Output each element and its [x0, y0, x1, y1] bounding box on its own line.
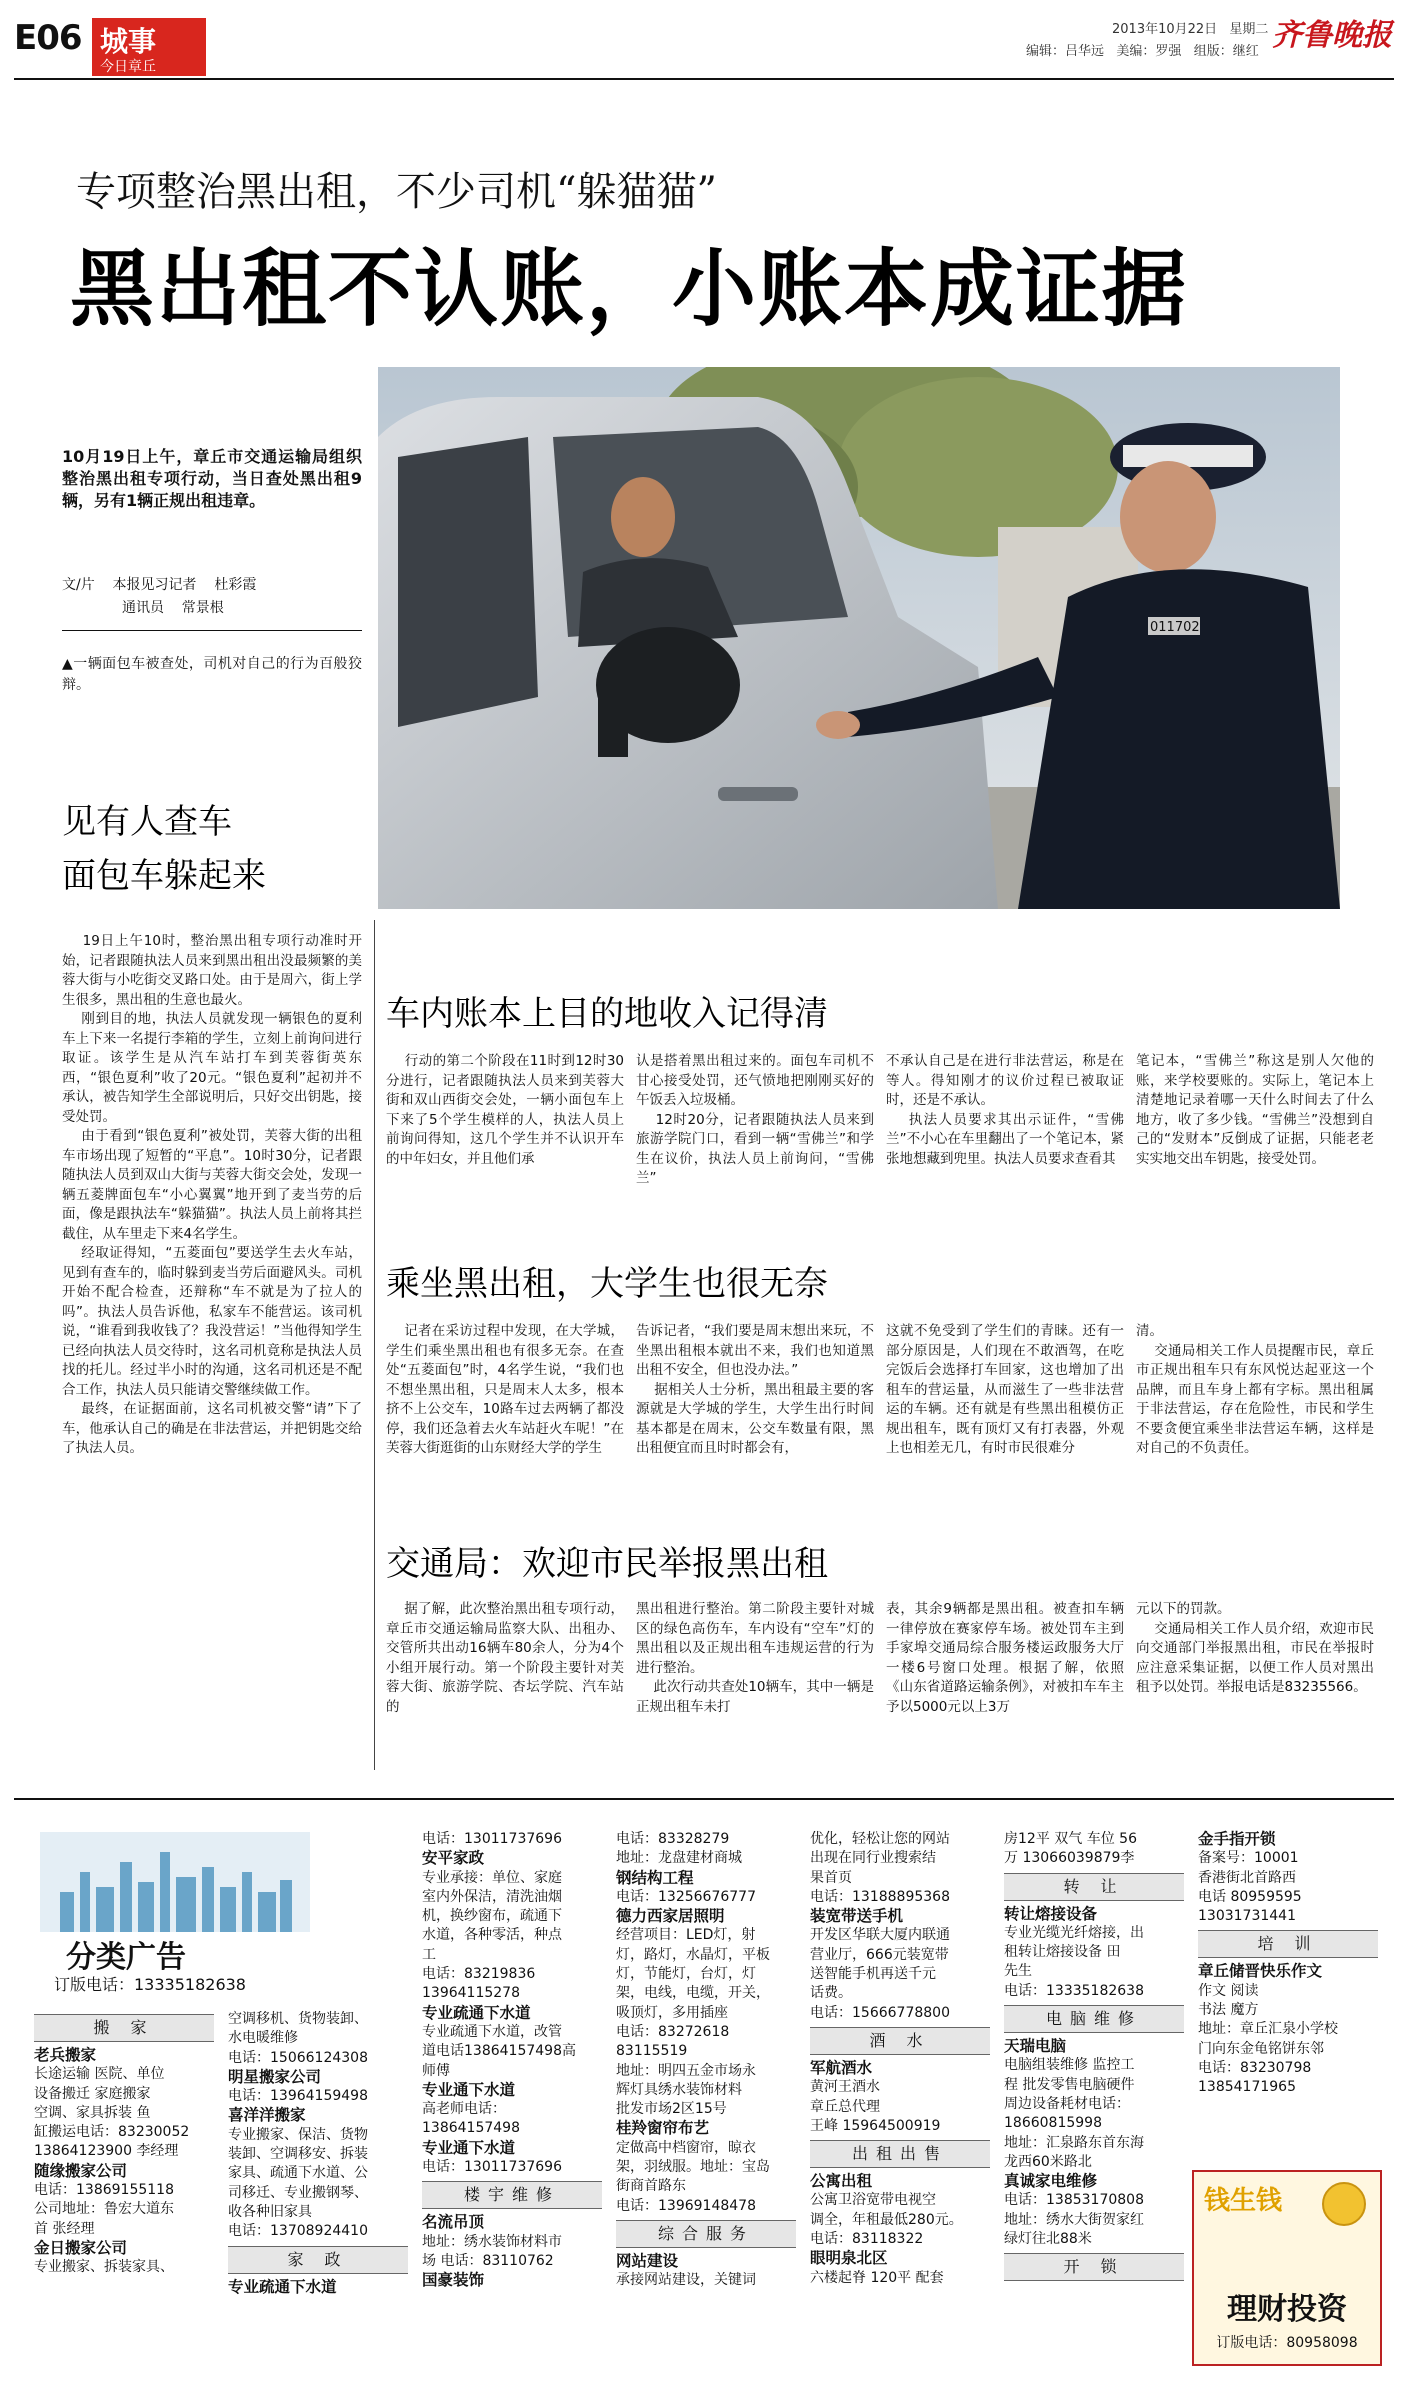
photo-caption: ▲一辆面包车被查处，司机对自己的行为百般狡辩。 [62, 656, 362, 693]
ad-title: 公寓出租 [810, 2172, 873, 2191]
ad-line: 83115519 [616, 2043, 688, 2060]
section2-col4: 清。 交通局相关工作人员提醒市民，章丘市正规出租车只有东风悦达起亚这一个品牌，而且车身上都有字标。黑出租属于非法营运，存在危险性，市民和学生不要贪便宜乘坐非法营运车辆，这样是对自己的不负责任。 [1136, 1323, 1374, 1456]
ad-category-header: 酒 水 [810, 2027, 990, 2055]
ad-title: 桂羚窗帘布艺 [616, 2119, 710, 2138]
section3-title: 交通局：欢迎市民举报黑出租 [386, 1544, 828, 1584]
ad-line: 电话：83118322 [810, 2231, 924, 2248]
sidebar-title-line2: 面包车躲起来 [62, 856, 266, 896]
ad-line: 司移迁、专业搬钢琴、 [228, 2184, 368, 2201]
ad-line: 长途运输 医院、单位 [34, 2066, 165, 2083]
ad-line: 缸搬运电话：83230052 [34, 2124, 190, 2141]
ad-line: 电话：13964159498 [228, 2088, 368, 2105]
ad-line: 作文 阅读 [1198, 1982, 1259, 1999]
ad-line: 电话：13335182638 [1004, 1982, 1144, 1999]
ad-category-header: 出租出售 [810, 2140, 990, 2168]
ad-line: 章丘总代理 [810, 2098, 880, 2115]
ad-title: 专业疏通下水道 [422, 2003, 531, 2022]
ad-title: 装宽带送手机 [810, 1907, 904, 1926]
ad-line: 电话：13011737696 [422, 1831, 562, 1847]
date-text: 2013年10月22日 [1112, 22, 1218, 37]
ad-title: 章丘储晋快乐作文 [1198, 1962, 1323, 1981]
ad-line: 13864157498 [422, 2120, 520, 2137]
ad-line: 专业搬家、保洁、货物 [228, 2126, 368, 2143]
ad-line: 门向东金龟铭饼东邻 [1198, 2040, 1324, 2057]
ad-line: 地址：章丘汇泉小学校 [1198, 2021, 1338, 2038]
news-photo [378, 367, 1340, 909]
ad-line: 电话：83272618 [616, 2023, 730, 2040]
ad-line: 调全，年租最低280元。 [810, 2211, 963, 2228]
section1-title: 车内账本上目的地收入记得清 [386, 994, 828, 1034]
ad-line: 万 13066039879李 [1004, 1850, 1135, 1867]
ad-line: 18660815998 [1004, 2115, 1102, 2132]
ad-line: 水道，各种零活，种点 [422, 1927, 562, 1944]
masthead-logo: 齐鲁晚报 [1272, 18, 1392, 53]
ad-line: 架，羽绒服。地址：宝岛 [616, 2159, 770, 2176]
ad-line: 空调、家具拆装 鱼 [34, 2104, 151, 2121]
ad-title: 国豪装饰 [422, 2271, 485, 2290]
classified-logo [40, 1832, 310, 1992]
ad-line: 水电暖维修 [228, 2030, 298, 2047]
ad-line: 优化，轻松让您的网站 [810, 1831, 950, 1847]
byline-rule [62, 630, 362, 631]
ad-line: 电话：13256676777 [616, 1888, 756, 1905]
sidebar-divider [374, 920, 375, 1770]
section3-body [386, 1600, 1386, 1775]
ad-title: 天瑞电脑 [1004, 2037, 1067, 2056]
ad-title: 专业疏通下水道 [228, 2277, 337, 2296]
ad-line: 电话：13869155118 [34, 2182, 174, 2199]
section-name: 城事 [100, 25, 157, 58]
ad-line: 出现在同行业搜索结 [810, 1850, 936, 1867]
ad-line: 地址：龙盘建材商城 [616, 1850, 742, 1867]
weekday-text: 星期二 [1229, 22, 1269, 37]
ad-column-1 [34, 2010, 214, 2365]
ad-title: 专业通下水道 [422, 2080, 516, 2099]
ad-line: 话费。 [810, 1985, 852, 2002]
ad-line: 公司地址：鲁宏大道东 [34, 2201, 174, 2218]
ad-column-6 [1004, 1830, 1184, 2365]
sidebar-title-line1: 见有人查车 [62, 802, 232, 842]
ad-line: 13864123900 李经理 [34, 2143, 179, 2160]
ad-line: 专业承接：单位、家庭 [422, 1869, 562, 1886]
ad-line: 装卸、空调移安、拆装 [228, 2146, 368, 2163]
byline-correspondent: 通讯员 常景根 [122, 600, 224, 616]
ad-line: 地址：汇泉路东首东海 [1004, 2134, 1144, 2151]
subsection-name: 今日章丘 [100, 59, 156, 75]
ad-title: 明星搬家公司 [228, 2067, 322, 2086]
ad-line: 机，换纱窗布，疏通下 [422, 1908, 562, 1925]
section3-col2: 黑出租进行整治。第二阶段主要针对城区的绿色高伤车，车内设有“空车”灯的黑出租以及正规出租车违规运营的行为进行整治。 此次行动共查处10辆车，其中一辆是正规出租车未打 [636, 1601, 874, 1715]
ad-line: 家具、疏通下水道、公 [228, 2165, 368, 2182]
ad-line: 13964115278 [422, 1985, 520, 2002]
section2-title: 乘坐黑出租，大学生也很无奈 [386, 1264, 828, 1304]
ad-line: 定做高中档窗帘，晾衣 [616, 2139, 756, 2156]
section1-col1: 行动的第二个阶段在11时到12时30分进行，记者跟随执法人员来到芙蓉大街和双山西街交会处，一辆小面包车上下来了5个学生模样的人，执法人员上前询问得知，这几个学生并不认识开车的中年妇女，并且他们承 [386, 1053, 624, 1167]
ad-line: 电话：13853170808 [1004, 2192, 1144, 2209]
finance-title: 理财投资 [1227, 2292, 1347, 2327]
finance-ad [1192, 2170, 1382, 2366]
ad-title: 真诚家电维修 [1004, 2172, 1098, 2191]
ad-category-header: 家 政 [228, 2246, 408, 2274]
ad-title: 金手指开锁 [1198, 1830, 1276, 1848]
ad-line: 专业疏通下水道，改管 [422, 2023, 562, 2040]
section2-col1: 记者在采访过程中发现，在大学城，学生们乘坐黑出租也有很多无奈。在查处“五菱面包”时，4名学生说，“我们也不想坐黑出租，只是周末人太多，根本挤不上公交车，10路车过去两辆了都没停，我们还急着去火车站赶火车呢！”在芙蓉大街逛街的山东财经大学的学生 [386, 1323, 624, 1456]
ad-line: 13854171965 [1198, 2079, 1296, 2096]
ad-title: 专业通下水道 [422, 2138, 516, 2157]
ad-line: 辉灯具绣水装饰材料 [616, 2081, 742, 2098]
headline-kicker: 专项整治黑出租，不少司机“躲猫猫” [76, 169, 717, 215]
ad-line: 电话：15066124308 [228, 2049, 368, 2066]
ad-title: 网站建设 [616, 2251, 679, 2270]
header-rule [14, 78, 1394, 80]
section2-col3: 这就不免受到了学生们的青睐。还有一部分原因是，人们现在不敢酒驾，在吃完饭后会选择打车回家，这也增加了出租车的营运量，从而滋生了一些非法营运的车辆。还有就是有些黑出租模仿正规出租车，既有顶灯又有打表器，外观上也相差无几，有时市民很难分 [886, 1323, 1124, 1456]
ad-category-header: 楼宇维修 [422, 2181, 602, 2209]
classified-title: 分类广告 [66, 1940, 186, 1975]
ad-title: 老兵搬家 [34, 2046, 97, 2064]
ad-title: 军航酒水 [810, 2058, 873, 2077]
ad-title: 随缘搬家公司 [34, 2161, 128, 2180]
ad-line: 首 张经理 [34, 2220, 95, 2237]
ad-line: 备案号：10001 [1198, 1850, 1299, 1867]
ad-title: 名流吊顶 [422, 2213, 485, 2232]
ad-column-2 [228, 2010, 408, 2365]
ad-category-header: 综合服务 [616, 2220, 796, 2248]
ad-title: 转让熔接设备 [1004, 1904, 1098, 1923]
ad-category-header: 培 训 [1198, 1930, 1378, 1958]
ad-line: 电话：13011737696 [422, 2159, 562, 2176]
ad-line: 架，电线，电缆，开关， [616, 1985, 770, 2002]
lead-paragraph: 10月19日上午，章丘市交通运输局组织整治黑出租专项行动，当日查处黑出租9辆，另有1辆正规出租违章。 [62, 447, 362, 510]
ad-category-header: 搬 家 [34, 2014, 214, 2042]
money-badge: 钱生钱 [1204, 2186, 1283, 2216]
ad-line: 电话：13708924410 [228, 2223, 368, 2240]
ad-line: 周边设备耗材电话： [1004, 2095, 1130, 2112]
ad-line: 电话：13188895368 [810, 1888, 950, 1905]
ad-line: 电话：15666778800 [810, 2004, 950, 2021]
ad-line: 收各种旧家具 [228, 2203, 312, 2220]
section-tag [92, 18, 206, 76]
ad-line: 灯，路灯，水晶灯，平板 [616, 1946, 770, 1963]
ad-line: 电话：83219836 [422, 1966, 536, 1983]
ad-line: 电脑组装维修 监控工 [1004, 2057, 1135, 2074]
ad-line: 场 电话：83110762 [422, 2252, 554, 2269]
issue-date [1112, 18, 1268, 37]
badge-number: 011702 [1150, 620, 1200, 635]
ad-line: 专业搬家、拆装家具、 [34, 2259, 174, 2276]
section1-col3: 不承认自己是在进行非法营运，称是在等人。得知刚才的议价过程已被取证时，还是不承认。 执法人员要求其出示证件，“雪佛兰”不小心在车里翻出了一个笔记本，紧张地想藏到兜里。执法人员要求查看其 [886, 1053, 1124, 1167]
section1-col4: 笔记本，“雪佛兰”称这是别人欠他的账，来学校要账的。实际上，笔记本上清楚地记录着哪一天什么时间去了什么地方，收了多少钱。“雪佛兰”没想到自己的“发财本”反倒成了证据，只能老老实实地交出车钥匙，接受处罚。 [1136, 1053, 1374, 1167]
ad-title: 喜洋洋搬家 [228, 2106, 306, 2125]
ad-line: 果首页 [810, 1869, 852, 1886]
ad-title: 安平家政 [422, 1849, 485, 1868]
ad-category-header: 转 让 [1004, 1873, 1184, 1901]
ad-title: 金日搬家公司 [34, 2238, 128, 2257]
ad-line: 高老师电话： [422, 2101, 506, 2118]
ad-line: 室内外保洁，清洗油烟 [422, 1888, 562, 1905]
photo-illustration [378, 367, 1340, 909]
ad-title: 眼明泉北区 [810, 2249, 888, 2268]
finance-phone: 订版电话：80958098 [1216, 2335, 1358, 2351]
ad-line: 设备搬迁 家庭搬家 [34, 2085, 151, 2102]
coin-icon [1322, 2182, 1366, 2226]
city-skyline-icon [40, 1832, 310, 1932]
ad-title: 德力西家居照明 [616, 1907, 725, 1926]
ad-title: 钢结构工程 [616, 1868, 694, 1887]
section1-body [386, 1052, 1386, 1242]
ad-category-header: 电脑维修 [1004, 2005, 1184, 2033]
ad-line: 经营项目：LED灯，射 [616, 1927, 756, 1944]
ad-column-7 [1198, 1830, 1378, 2150]
ad-column-4 [616, 1830, 796, 2365]
ad-line: 街商首路东 [616, 2178, 686, 2195]
section1-col2: 认是搭着黑出租过来的。面包车司机不甘心接受处罚，还气愤地把刚刚买好的午饭丢入垃圾桶。 12时20分，记者跟随执法人员来到旅游学院门口，看到一辆“雪佛兰”和学生在议价，执法人员上前询问，“雪佛兰” [636, 1053, 874, 1186]
ad-line: 道电话13864157498高 [422, 2043, 576, 2060]
ad-line: 批发市场2区15号 [616, 2101, 727, 2118]
ad-line: 空调移机、货物装卸、 [228, 2011, 368, 2027]
ad-line: 地址：绣水装饰材料市 [422, 2233, 562, 2250]
ad-line: 王峰 15964500919 [810, 2117, 941, 2134]
ad-line: 公寓卫浴宽带电视空 [810, 2192, 936, 2209]
ad-line: 黄河王酒水 [810, 2079, 880, 2096]
section2-body [386, 1322, 1386, 1522]
page-code: E06 [14, 18, 82, 58]
ad-category-header: 开 锁 [1004, 2253, 1184, 2281]
sidebar-body: 19日上午10时，整治黑出租专项行动准时开始，记者跟随执法人员来到黑出租出没最频繁的美蓉大街与小吃街交叉路口处。由于是周六，街上学生很多，黑出租的生意也最火。 刚到目的地，执法人员就发现一辆银色的夏利车上下来一名提行李箱的学生，立刻上前询问进行取证。该学生是从汽车站打车到芙蓉街英东西，“银色夏利”收了20元。“银色夏利”起初并不承认，被告知学生全部说明后，只好交出钥匙，接受处罚。 由于看到“银色夏利”被处罚，芙蓉大街的出租车市场出现了短暂的“平息”。10时30分，记者跟随执法人员到双山大街与芙蓉大街交会处，发现一辆五菱牌面包车“小心翼翼”地开到了麦当劳的后面，像是跟执法车“躲猫猫”。执法人员上前将其拦截住，从车里走下来4名学生。 经取证得知，“五菱面包”要送学生去火车站，见到有查车的，临时躲到麦当劳后面避风头。司机开始不配合检查，还辩称“车不就是为了拉人的吗”。执法人员告诉他，私家车不能营运。该司机说，“谁看到我收钱了？我没营运！”当他得知学生已经向执法人员交待时，这名司机竟称是执法人员找的托儿。经过半小时的沟通，这名司机还是不配合工作，执法人员只能请交警继续做工作。 最终，在证据面前，这名司机被交警“请”下了车，他承认自己的确是在非法营运，并把钥匙交给了执法人员。 [62, 933, 362, 1456]
ad-line: 电话：83328279 [616, 1831, 730, 1847]
ad-line: 承接网站建设，关键词 [616, 2272, 756, 2289]
ad-line: 香港街北首路西 [1198, 1869, 1296, 1886]
ad-line: 绿灯往北88米 [1004, 2231, 1092, 2248]
ad-line: 六楼起脊 120平 配套 [810, 2269, 944, 2286]
ad-line: 送智能手机再送千元 [810, 1966, 936, 1983]
page-header [0, 0, 1409, 80]
ad-line: 工 [422, 1946, 436, 1963]
ad-line: 书法 魔方 [1198, 2002, 1259, 2019]
ad-line: 电话：13969148478 [616, 2197, 756, 2214]
headline-title: 黑出租不认账，小账本成证据 [70, 240, 1189, 338]
ad-line: 房12平 双气 车位 56 [1004, 1831, 1137, 1847]
ad-line: 程 批发零售电脑硬件 [1004, 2076, 1135, 2093]
ad-column-3 [422, 1830, 602, 2365]
classified-phone: 订版电话：13335182638 [54, 1975, 246, 1994]
ad-column-5 [810, 1830, 990, 2365]
ad-line: 地址：绣水大街贺家红 [1004, 2211, 1144, 2228]
section3-col3: 表，其余9辆都是黑出租。被查扣车辆一律停放在赛家停车场。被处罚车主到手家埠交通局综合服务楼运政服务大厅一楼6号窗口处理。根据了解，依照《山东省道路运输条例》，对被扣车车主予以5000元以上3万 [886, 1601, 1124, 1715]
ad-line: 吸顶灯，多用插座 [616, 2004, 728, 2021]
ad-line: 地址：明四五金市场永 [616, 2062, 756, 2079]
byline-reporter: 文/片 本报见习记者 杜彩霞 [62, 577, 257, 593]
ad-line: 先生 [1004, 1963, 1032, 1980]
ad-line: 师傅 [422, 2062, 450, 2079]
section3-col4: 元以下的罚款。 交通局相关工作人员介绍，欢迎市民向交通部门举报黑出租，市民在举报时应注意采集证据，以便工作人员对黑出租予以处罚。举报电话是83235566。 [1136, 1601, 1374, 1695]
credits: 编辑：吕华远 美编：罗强 组版：继红 [1026, 44, 1259, 59]
ad-line: 电话：83230798 [1198, 2059, 1312, 2076]
ad-line: 灯，节能灯，台灯，灯 [616, 1966, 756, 1983]
ad-line: 专业光缆光纤熔接，出 [1004, 1924, 1144, 1941]
ad-line: 龙西60米路北 [1004, 2153, 1092, 2170]
ad-line: 营业厅，666元装宽带 [810, 1946, 949, 1963]
classified-top-rule [14, 1798, 1394, 1800]
ad-line: 开发区华联大厦内联通 [810, 1927, 950, 1944]
byline [62, 574, 362, 620]
ad-line: 13031731441 [1198, 1908, 1296, 1925]
section2-col2: 告诉记者，“我们要是周末想出来玩，不坐黑出租根本就出不来，我们也知道黑出租不安全，但也没办法。” 据相关人士分析，黑出租最主要的客源就是大学城的学生，大学生出行时间基本都是在周末，公交车数量有限，黑出租便宜而且时时都会有， [636, 1323, 874, 1456]
section3-col1: 据了解，此次整治黑出租专项行动，章丘市交通运输局监察大队、出租办、交管所共出动16辆车80余人，分为4个小组开展行动。第一个阶段主要针对芙蓉大街、旅游学院、杏坛学院、汽车站的 [386, 1601, 624, 1715]
ad-line: 电话 80959595 [1198, 1888, 1302, 1905]
ad-line: 租转让熔接设备 田 [1004, 1944, 1121, 1961]
